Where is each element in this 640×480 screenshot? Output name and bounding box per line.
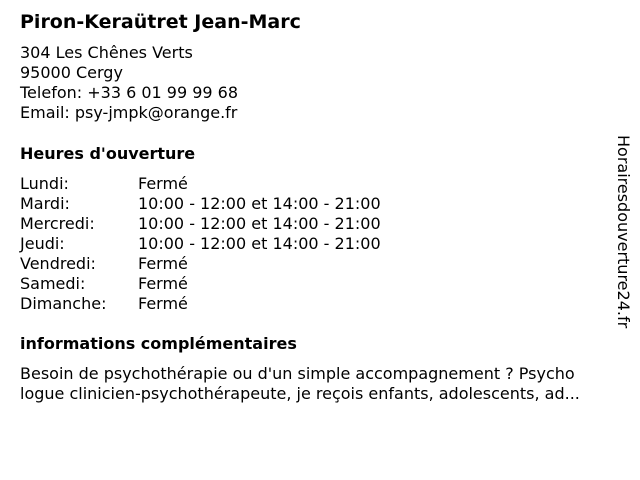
- site-watermark: Horairesdouverture24.fr: [614, 135, 633, 329]
- hours-value: Fermé: [138, 254, 188, 273]
- contact-block: [20, 43, 238, 123]
- opening-hours-heading: Heures d'ouverture: [20, 144, 196, 163]
- day-label: Vendredi:: [20, 254, 96, 273]
- day-label: Mercredi:: [20, 214, 95, 233]
- hours-value: Fermé: [138, 274, 188, 293]
- day-label: Jeudi:: [20, 234, 65, 253]
- day-label: Mardi:: [20, 194, 70, 213]
- hours-value: Fermé: [138, 174, 188, 193]
- email-address[interactable]: Email: psy-jmpk@orange.fr: [20, 103, 238, 122]
- hours-value: Fermé: [138, 294, 188, 313]
- hours-value: 10:00 - 12:00 et 14:00 - 21:00: [138, 194, 381, 213]
- day-label: Samedi:: [20, 274, 86, 293]
- day-label: Dimanche:: [20, 294, 107, 313]
- business-name: Piron-Keraütret Jean-Marc: [20, 11, 301, 33]
- additional-info-text: [20, 364, 620, 404]
- address-street: 304 Les Chênes Verts: [20, 43, 193, 62]
- address-city: 95000 Cergy: [20, 63, 123, 82]
- hours-value: 10:00 - 12:00 et 14:00 - 21:00: [138, 234, 381, 253]
- description-line: Besoin de psychothérapie ou d'un simple accompagnement ? Psycho: [20, 364, 575, 383]
- day-label: Lundi:: [20, 174, 69, 193]
- description-line: logue clinicien-psychothérapeute, je reçois enfants, adolescents, ad...: [20, 384, 580, 403]
- phone-number[interactable]: Telefon: +33 6 01 99 99 68: [20, 83, 239, 102]
- hours-value: 10:00 - 12:00 et 14:00 - 21:00: [138, 214, 381, 233]
- additional-info-heading: informations complémentaires: [20, 334, 297, 353]
